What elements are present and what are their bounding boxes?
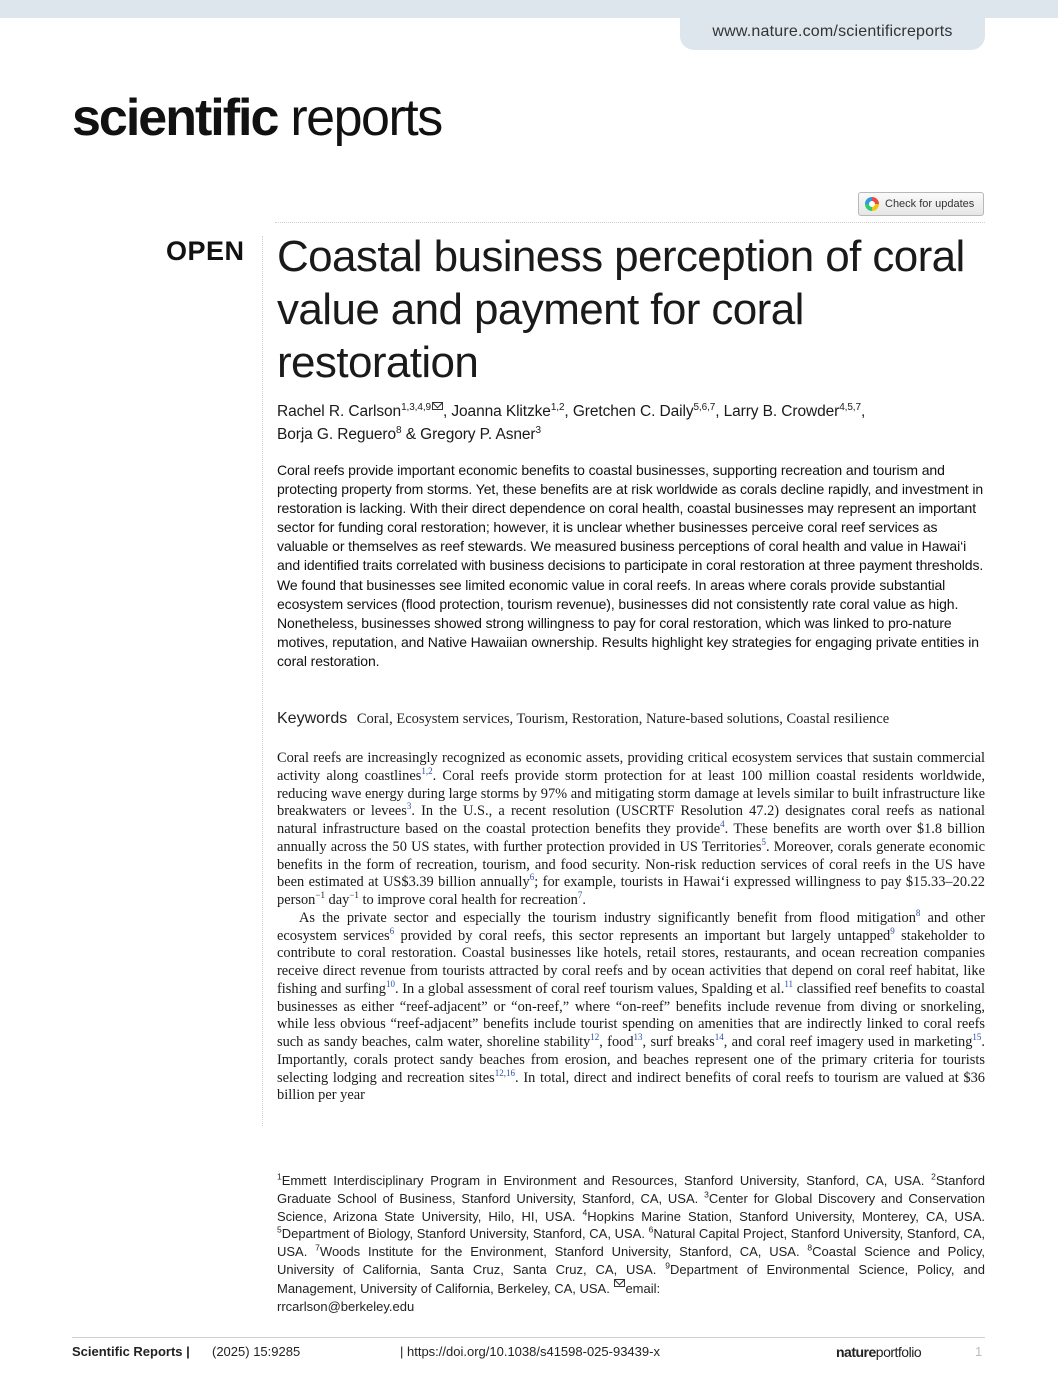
publisher-logo-light: portfolio xyxy=(875,1344,922,1360)
publisher-logo-bold: nature xyxy=(836,1344,876,1360)
citation-link[interactable]: 12 xyxy=(590,1032,600,1043)
body-text: provided by coral reefs, this sector represents an important but largely untapped xyxy=(394,927,891,944)
footer-volume: (2025) 15:9285 xyxy=(212,1344,301,1359)
author-separator: & xyxy=(401,426,421,443)
body-text: . In the U.S., a recent resolution (USCRTF Resolution 47.2) designates coral reefs as national natural infrastructure based on the coastal protection benefits they provide xyxy=(277,803,985,837)
superscript: −1 xyxy=(349,890,359,901)
affiliation-number: 7 xyxy=(315,1242,320,1253)
body-text: to improve coral health for recreation xyxy=(358,892,578,908)
check-for-updates-label: Check for updates xyxy=(885,198,975,210)
affiliation-number: 5 xyxy=(277,1225,282,1236)
author-separator: , xyxy=(860,403,866,420)
email-label: email: xyxy=(625,1280,661,1296)
body-text: . In a global assessment of coral reef tourism values, Spalding et al. xyxy=(394,980,785,997)
body-text: . Moreover, corals generate economic benefits in the form of recreation, tourism, and food security. Non-risk reduction services of coral reefs in the US have been estimated at US$3.39 billion annually xyxy=(277,838,985,891)
affiliation-number: 6 xyxy=(648,1225,654,1236)
body-text: . In total, direct and indirect benefits of coral reefs to tourism are valued at $36 billion per year xyxy=(277,1069,985,1104)
author-separator: , xyxy=(715,403,724,420)
keywords-list: Coral, Ecosystem services, Tourism, Restoration, Nature-based solutions, Coastal resilience xyxy=(356,711,890,727)
author-name[interactable]: Borja G. Reguero xyxy=(277,426,397,443)
author-separator: , xyxy=(564,403,573,420)
body-text: and other ecosystem services xyxy=(277,909,985,944)
citation-link[interactable]: 8 xyxy=(915,907,921,918)
affiliations xyxy=(277,1172,985,1315)
affiliation-text: Coastal Science and Policy, University of California, Santa Cruz, Santa Cruz, CA, USA. xyxy=(277,1244,985,1277)
footer-divider xyxy=(72,1337,985,1338)
affiliation-text: Department of Biology, Stanford University, Stanford, CA, USA. xyxy=(281,1226,649,1242)
citation-link[interactable]: 7 xyxy=(577,890,583,901)
affiliation-text: Center for Global Discovery and Conservation Science, Arizona State University, Hilo, HI, USA. xyxy=(277,1190,985,1224)
affiliation-text: Natural Capital Project, Stanford University, Stanford, CA, USA. xyxy=(277,1226,985,1260)
citation-link[interactable]: 1,2 xyxy=(421,765,433,776)
body-text: Coral reefs are increasingly recognized as economic assets, providing critical ecosystem services that sustain commercial activity along coastlines xyxy=(277,750,985,784)
margin-divider xyxy=(262,236,263,1126)
body-text: . xyxy=(582,892,586,908)
journal-logo-bold: scientific xyxy=(72,89,278,147)
author-name[interactable]: Larry B. Crowder xyxy=(723,403,840,420)
affiliation-number: 8 xyxy=(807,1242,813,1253)
author-separator: , xyxy=(442,403,452,420)
citation-link[interactable]: 6 xyxy=(389,925,395,936)
journal-logo[interactable] xyxy=(72,88,442,148)
citation-link[interactable]: 4 xyxy=(720,819,725,830)
citation-link[interactable]: 14 xyxy=(714,1032,724,1043)
citation-link[interactable]: 6 xyxy=(529,872,535,883)
author-affiliation-ref: 5,6,7 xyxy=(693,401,716,413)
author-affiliation-ref: 1,2 xyxy=(550,401,565,413)
citation-link[interactable]: 15 xyxy=(972,1032,982,1043)
citation-link[interactable]: 13 xyxy=(633,1032,643,1043)
author-affiliation-ref: 4,5,7 xyxy=(839,401,861,413)
author-name[interactable]: Gregory P. Asner xyxy=(420,426,536,443)
header-divider xyxy=(275,222,985,223)
author-affiliation-ref: 8 xyxy=(396,424,402,436)
body-text: , and coral reef imagery used in marketing xyxy=(723,1034,973,1050)
article-title: Coastal business perception of coral value and payment for coral restoration xyxy=(277,232,965,387)
body-text: , food xyxy=(599,1034,634,1050)
article-body xyxy=(277,750,985,1105)
author-list xyxy=(277,400,997,446)
footer-journal: Scientific Reports | xyxy=(72,1344,190,1359)
body-text: . Coral reefs provide storm protection for at least 100 million coastal residents worldwide, reducing wave energy during large storms by 97% and mitigating storm damage at levels similar to built infrastructure like breakwaters or levees xyxy=(277,767,985,820)
body-text: stakeholder to contribute to coral restoration. Coastal businesses like hotels, retail stores, restaurants, and ocean recreation companies receive direct revenue from tourists attracted by coral reefs and by ocean activities that depend on coral reef habitat, like fishing and surfing xyxy=(277,927,985,997)
author-name[interactable]: Gretchen C. Daily xyxy=(572,403,694,420)
citation-link[interactable]: 12,16 xyxy=(494,1067,516,1078)
keywords-label: Keywords xyxy=(277,710,348,727)
affiliation-number: 4 xyxy=(582,1207,588,1218)
body-text: . These benefits are worth over $1.8 billion annually across the 50 US states, with further protection provided in US Territories xyxy=(277,821,985,855)
journal-logo-light: reports xyxy=(277,89,442,147)
citation-link[interactable]: 3 xyxy=(406,801,412,812)
mail-icon xyxy=(614,1279,625,1287)
body-paragraph xyxy=(277,907,985,1105)
affiliation-text: Hopkins Marine Station, Stanford University, Monterey, CA, USA. xyxy=(587,1208,986,1224)
body-text: , surf breaks xyxy=(642,1034,715,1050)
affiliation-text: Department of Environmental Science, Policy, and Management, University of California, Berkeley, CA, USA. xyxy=(277,1261,986,1296)
body-paragraph xyxy=(277,750,985,910)
body-text: . Importantly, corals protect sandy beaches from erosion, and beaches represent one of the primary criteria for tourists selecting lodging and recreation sites xyxy=(277,1034,985,1086)
keywords xyxy=(277,710,987,728)
superscript: −1 xyxy=(315,890,325,901)
citation-link[interactable]: 5 xyxy=(761,836,767,847)
citation-link[interactable]: 10 xyxy=(385,978,395,989)
affiliation-number: 1 xyxy=(277,1171,282,1182)
author-name[interactable]: Joanna Klitzke xyxy=(451,403,551,420)
citation-link[interactable]: 11 xyxy=(784,978,794,989)
author-affiliation-ref: 3 xyxy=(535,424,541,436)
body-text: ; for example, tourists in Hawai‘i expressed willingness to pay $15.33–20.22 person xyxy=(277,874,985,908)
abstract: Coral reefs provide important economic benefits to coastal businesses, supporting recreation and tourism and protecting property from storms. Yet, these benefits are at risk worldwide as corals decline rapidly, and investment in restoration is lacking. With their direct dependence on coral health, coastal businesses may represent an important sector for funding coral restoration; however, it is unclear whether businesses perceive coral reef services as valuable or themselves as reef stewards. We measured business perceptions of coral health and value in Hawai‘i and identified traits correlated with business decisions to participate in coral restoration at three payment thresholds. We found that businesses see limited economic value in coral reefs. In areas where corals provide substantial ecosystem services (flood protection, tourism revenue), businesses did not consistently rate coral value as high. Nonetheless, businesses showed strong willingness to pay for coral restoration, which was linked to pro-nature motives, reputation, and Native Hawaiian ownership. Results highlight key strategies for engaging private entities in coral restoration. xyxy=(277,462,984,669)
check-for-updates-button[interactable] xyxy=(858,192,984,216)
crossmark-icon xyxy=(865,197,879,211)
page-number: 1 xyxy=(975,1344,983,1359)
author-affiliation-ref: 1,3,4,9 xyxy=(401,401,431,413)
citation-link[interactable]: 9 xyxy=(890,925,895,936)
email-address[interactable]: rrcarlson@berkeley.edu xyxy=(277,1298,415,1314)
open-access-label: OPEN xyxy=(166,236,245,266)
mail-icon[interactable] xyxy=(432,402,443,410)
journal-url[interactable]: www.nature.com/scientificreports xyxy=(680,14,985,50)
affiliation-number: 9 xyxy=(665,1260,670,1271)
affiliation-number: 2 xyxy=(931,1171,936,1182)
body-text: day xyxy=(324,892,350,908)
publisher-logo xyxy=(836,1344,921,1360)
affiliation-text: Woods Institute for the Environment, Stanford University, Stanford, CA, USA. xyxy=(319,1244,808,1260)
affiliation-text: Emmett Interdisciplinary Program in Environment and Resources, Stanford University, Stanford, CA, USA. xyxy=(281,1173,932,1188)
affiliation-number: 3 xyxy=(704,1189,709,1200)
author-name[interactable]: Rachel R. Carlson xyxy=(277,403,402,420)
body-text: classified reef benefits to coastal businesses as either “reef-adjacent” or “on-reef,” where “on-reef” benefits include revenue from diving or snorkeling, while less obvious “reef-adjacent” benefits include tourist spending on amenities that are indirectly linked to coral reefs such as sandy beaches, calm water, shoreline stability xyxy=(277,980,985,1050)
body-text: As the private sector and especially the tourism industry significantly benefit from flood mitigation xyxy=(299,909,916,926)
footer-doi-link[interactable]: | https://doi.org/10.1038/s41598-025-93439-x xyxy=(400,1344,660,1359)
affiliation-text: Stanford Graduate School of Business, Stanford University, Stanford, CA, USA. xyxy=(277,1173,985,1206)
